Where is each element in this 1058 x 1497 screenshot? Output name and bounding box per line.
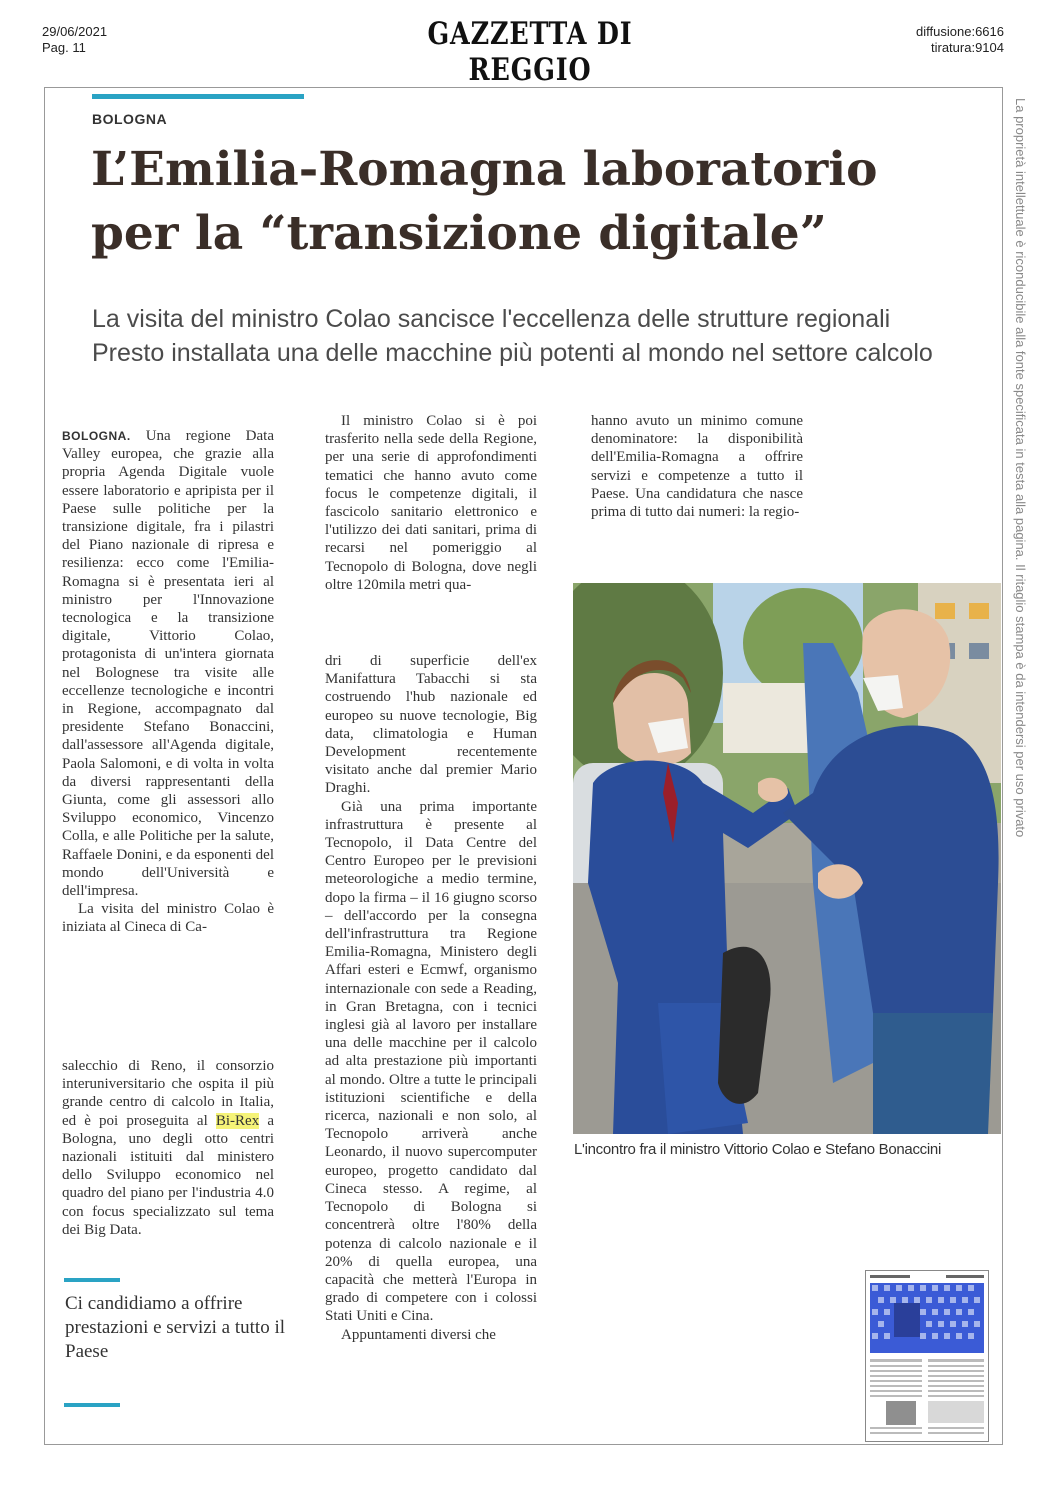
article-column-1-bottom	[62, 1057, 274, 1239]
publication-date: 29/06/2021	[42, 24, 108, 39]
page-thumbnail	[865, 1270, 989, 1442]
article-column-2-bottom	[325, 652, 537, 1344]
pullquote-rule-bottom	[64, 1403, 120, 1407]
paragraph-text: Una regione Data Valley europea, che grazie alla propria Agenda Digitale vuole essere laboratorio e apripista per il Paese sulle politiche per la transizione digitale, fra i pilastri del Piano nazionale di ripresa e resilienza: ecco come l'Emilia-Romagna si è presentata ieri al ministro per l'Innovazione tecnologica e la transizione digitale, Vittorio Colao, protagonista di un'intera giornata nel Bolognese tra visite alle eccellenze tecnologiche e incontri in Regione, accompagnato dal presidente Stefano Bonaccini, dall'assessore all'Agenda digitale, Paola Salomoni, e di volta in volta da diversi rappresentanti della Giunta, come gli assessori allo Sviluppo economico, Vincenzo Colla, e alle Politiche per la salute, Raffaele Donini, e da esponenti del mondo dell'Università e dell'impresa.	[62, 428, 274, 900]
pullquote-rule-top	[64, 1278, 120, 1282]
page-number: Pag. 11	[42, 40, 86, 55]
circulation: diffusione:6616	[916, 24, 1004, 39]
article-headline	[91, 138, 1051, 266]
article-column-2-top	[325, 412, 537, 594]
article-paragraph	[62, 427, 274, 900]
dateline: BOLOGNA.	[62, 429, 131, 443]
subhead-line-2: Presto installata una delle macchine più potenti al mondo nel settore calcolo	[92, 339, 933, 367]
article-paragraph	[62, 1057, 274, 1239]
article-paragraph: hanno avuto un minimo comune denominatore: la disponibilità dell'Emilia-Romagna a offrire servizi e competenze a tutto il Paese. Una candidatura che nasce prima di tutto dai numeri: la regio-	[591, 413, 803, 521]
kicker-accent-bar	[92, 94, 304, 99]
article-column-3	[591, 412, 803, 521]
article-paragraph: Il ministro Colao si è poi trasferito nella sede della Regione, per una serie di approfondimenti tematici che hanno avuto come focus le competenze digitali, il fascicolo sanitario elettronico e l'utilizzo dei dati sanitari, prima di recarsi nel pomeriggio al Tecnopolo di Bologna, dove negli oltre 120mila metri qua-	[325, 413, 537, 593]
subhead-line-1: La visita del ministro Colao sancisce l'eccellenza delle strutture regionali	[92, 305, 891, 333]
highlighted-term: Bi-Rex	[215, 1112, 260, 1129]
pullquote: Ci candidiamo a offrire prestazioni e servizi a tutto il Paese	[65, 1293, 286, 1362]
print-run: tiratura:9104	[931, 40, 1004, 55]
headline-line-2: per la “transizione digitale”	[91, 206, 827, 261]
article-paragraph: Già una prima importante infrastruttura è presente al Tecnopolo, il Data Centre del Centro Europeo per le previsioni meteorologiche a medio termine, dopo la firma – il 16 giugno scorso – dell'accordo per la consegna dell'infrastruttura tra Regione Emilia-Romagna, Ministero degli Affari esteri e Ecmwf, organismo internazionale con sede a Reading, in Gran Bretagna, con i tecnici inglesi già al lavoro per installare una delle macchine per il calcolo ad alta prestazione più importanti al mondo. Oltre a tutte le principali istituzioni scientifiche e della ricerca, nazionali e non solo, al Tecnopolo arriverà anche Leonardo, il nuovo supercomputer europeo, progetto candidato dal Cineca stesso. A regime, al Tecnopolo di Bologna si concentrerà oltre l'80% della potenza di calcolo nazionale e il 20% di quella europea, una capacità che metterà l'Europa in grado di competere con i colossi Stati Uniti e Cina.	[325, 798, 537, 1325]
newspaper-masthead: GAZZETTA DI REGGIO	[427, 16, 633, 88]
article-paragraph: La visita del ministro Colao è iniziata al Cineca di Ca-	[62, 901, 274, 936]
page-meta-right	[916, 24, 1004, 56]
thumbnail-preview	[866, 1271, 988, 1441]
article-photo	[573, 583, 1001, 1134]
headline-line-1: L’Emilia-Romagna laboratorio	[91, 142, 878, 197]
article-column-1-top	[62, 427, 274, 937]
article-paragraph: Appuntamenti diversi che	[341, 1326, 496, 1343]
article-subheadline	[92, 302, 1012, 370]
copyright-side-note: La proprietà intellettuale è riconducibile alla fonte specificata in testa alla pagina. Il ritaglio stampa è da intendersi per uso privato	[1013, 98, 1028, 838]
section-kicker: BOLOGNA	[92, 111, 168, 127]
photo-caption: L'incontro fra il ministro Vittorio Colao e Stefano Bonaccini	[574, 1141, 941, 1158]
page-meta-left	[42, 24, 107, 56]
paragraph-text: a Bologna, uno degli otto centri nazionali istituiti dal ministero dello Sviluppo economico nel quadro del piano per l'industria 4.0 con focus specializzato sul tema dei Big Data.	[62, 1112, 275, 1238]
paragraph-text: salecchio di Reno, il consorzio interuniversitario che ospita il più grande centro di calcolo in Italia, ed è poi proseguita al	[62, 1058, 274, 1129]
photo-illustration	[573, 583, 1001, 1134]
article-paragraph: dri di superficie dell'ex Manifattura Tabacchi si sta costruendo l'hub nazionale ed europeo su nuove tecnologie, Big data, climatologia e Human Development recentemente visitato anche dal premier Mario Draghi.	[325, 653, 537, 797]
